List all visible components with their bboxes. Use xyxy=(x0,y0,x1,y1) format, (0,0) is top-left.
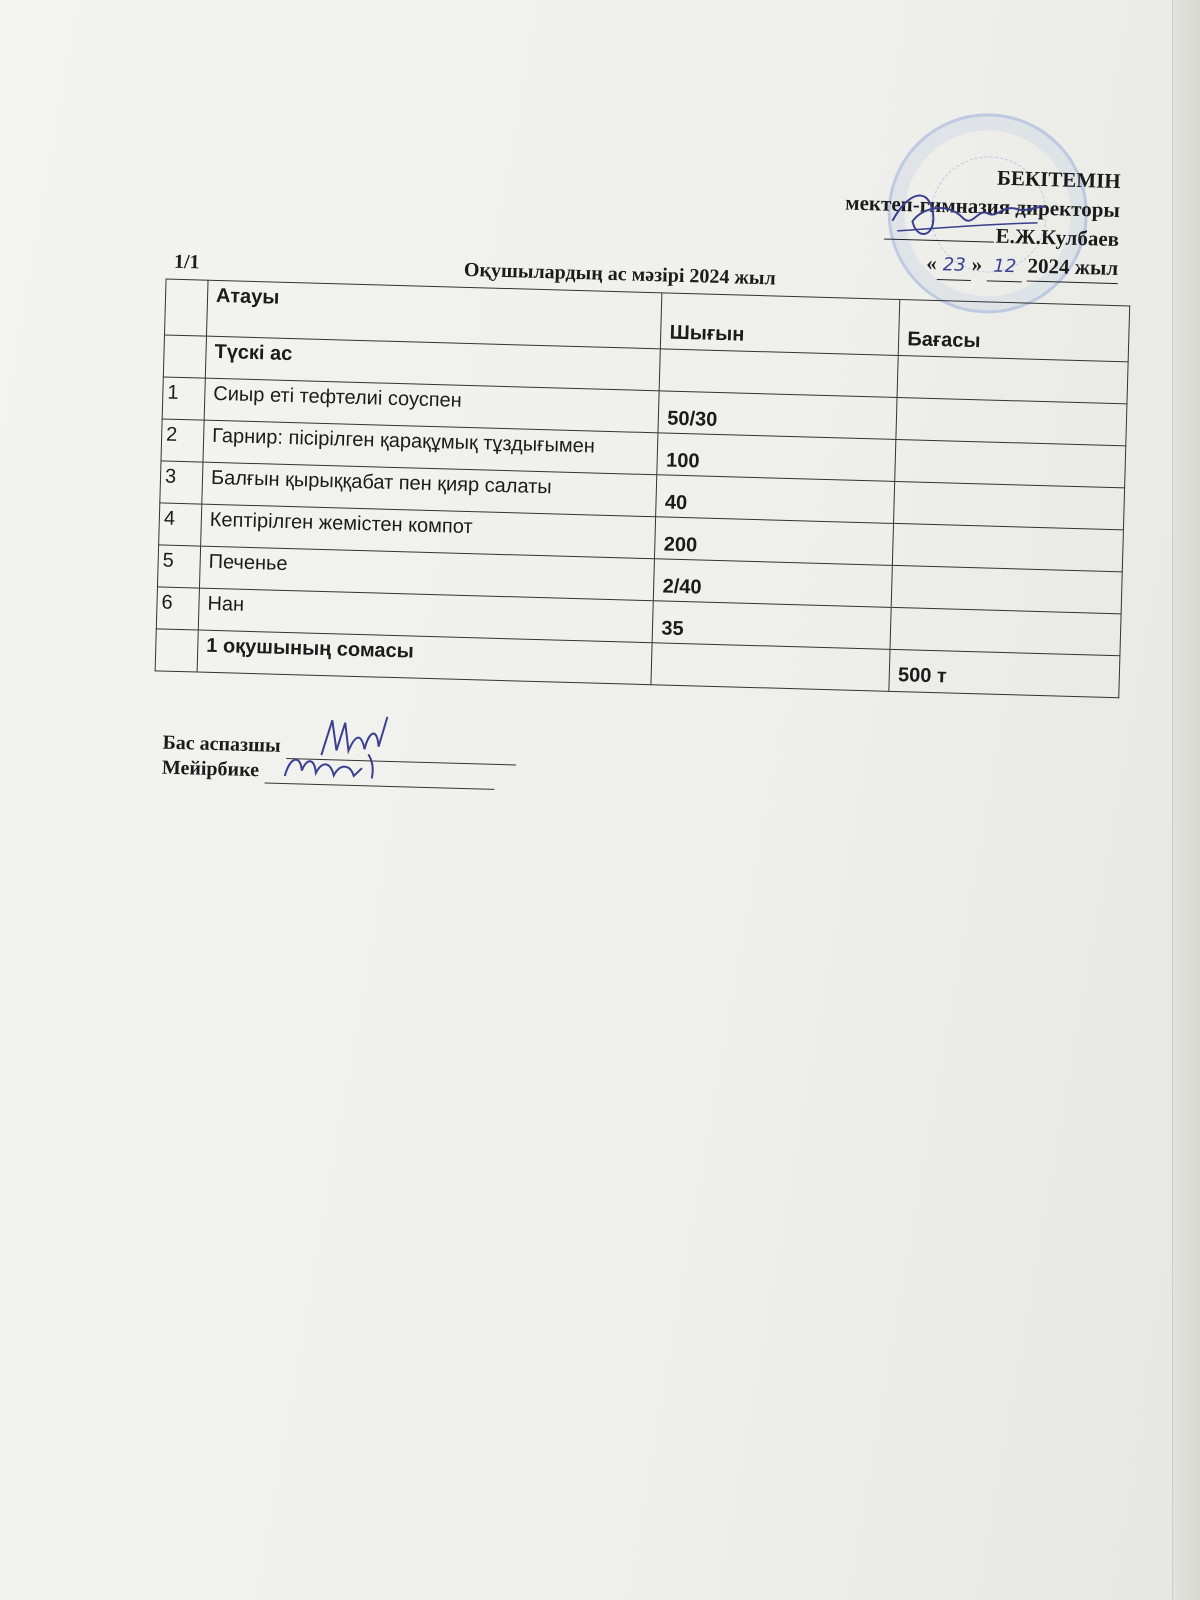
dish-quantity: 50/30 xyxy=(658,391,897,440)
approval-position: мектеп-гимназия директоры xyxy=(845,190,1121,223)
document-sheet xyxy=(130,120,1150,868)
dish-name: Гарнир: пісірілген қарақұмық тұздығымен xyxy=(203,420,658,475)
director-signature xyxy=(887,181,1049,255)
section-qty-cell xyxy=(660,349,899,398)
total-label: 1 оқушының сомасы xyxy=(197,630,652,685)
row-number: 5 xyxy=(157,545,200,588)
total-num-cell xyxy=(155,629,198,672)
row-number: 1 xyxy=(162,377,205,420)
dish-quantity: 200 xyxy=(655,517,894,566)
page-edge xyxy=(1172,0,1200,1600)
signatures-block xyxy=(162,731,517,791)
column-header-name: Атауы xyxy=(206,280,662,349)
section-num-cell xyxy=(163,335,206,378)
dish-quantity: 2/40 xyxy=(654,559,893,608)
nurse-signature xyxy=(280,746,391,785)
date-day: 23 xyxy=(936,250,972,281)
dish-quantity: 40 xyxy=(656,475,895,524)
dish-price xyxy=(893,523,1124,571)
dish-price xyxy=(891,565,1122,613)
page-number: 1/1 xyxy=(173,250,200,274)
date-month: 12 xyxy=(987,251,1023,282)
dish-name: Балғын қырыққабат пен қияр салаты xyxy=(202,462,657,517)
row-number: 2 xyxy=(161,419,204,462)
dish-quantity: 100 xyxy=(657,433,896,482)
dish-price xyxy=(890,607,1121,655)
dish-name: Печенье xyxy=(199,546,654,601)
row-number: 6 xyxy=(156,587,199,630)
dish-name: Сиыр еті тефтелиі соуспен xyxy=(204,378,659,433)
row-number: 3 xyxy=(160,461,203,504)
nurse-label: Мейірбике xyxy=(161,756,260,782)
dish-price xyxy=(894,481,1125,529)
section-label: Түскі ас xyxy=(205,336,660,391)
date-year: 2024 жыл xyxy=(1027,252,1118,285)
date-open-quote: « xyxy=(926,250,938,276)
header-num-cell xyxy=(165,279,209,336)
dish-name: Кептірілген жемістен компот xyxy=(201,504,656,559)
document-title: Оқушылардың ас мәзірі 2024 жыл xyxy=(463,258,777,290)
menu-table xyxy=(155,278,1131,698)
dish-quantity: 35 xyxy=(653,601,892,650)
date-close-quote: » xyxy=(971,252,983,277)
dish-name: Нан xyxy=(198,588,653,643)
column-header-price: Бағасы xyxy=(898,300,1129,362)
section-price-cell xyxy=(897,355,1128,403)
total-price: 500 т xyxy=(889,649,1120,697)
chef-label: Бас аспазшы xyxy=(162,731,281,757)
dish-price xyxy=(896,397,1127,445)
nurse-signature-line xyxy=(265,763,495,789)
total-qty-cell xyxy=(651,643,890,692)
approval-heading: БЕКІТЕМІН xyxy=(996,165,1122,194)
approval-name: Е.Ж.Кулбаев xyxy=(995,223,1120,252)
dish-price xyxy=(895,439,1126,487)
column-header-quantity: Шығын xyxy=(661,293,900,356)
row-number: 4 xyxy=(159,503,202,546)
